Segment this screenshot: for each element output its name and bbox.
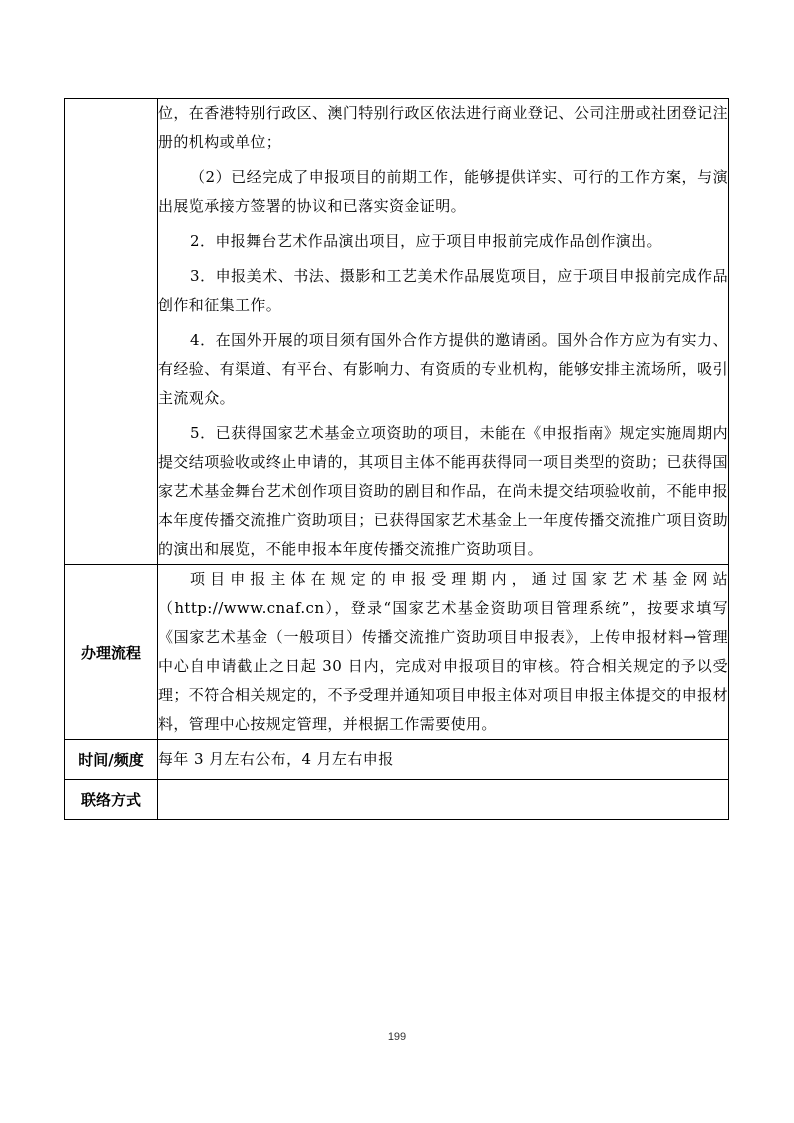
eligibility-paragraph: （2）已经完成了申报项目的前期工作，能够提供详实、可行的工作方案，与演出展览承接方签署的协议和已落实资金证明。 <box>158 168 728 215</box>
eligibility-label-cell <box>65 99 158 565</box>
eligibility-paragraph: 4．在国外开展的项目须有国外合作方提供的邀请函。国外合作方应为有实力、有经验、有渠道、有平台、有影响力、有资质的专业机构，能够安排主流场所，吸引主流观众。 <box>158 331 728 407</box>
process-row <box>65 565 729 740</box>
process-text: 项目申报主体在规定的申报受理期内，通过国家艺术基金网站（http://www.cnaf.cn），登录“国家艺术基金资助项目管理系统”，按要求填写《国家艺术基金（一般项目）传播交流推广资助项目申报表》，上传申报材料→管理中心自申请截止之日起 30 日内，完成对申报项目的审核。符合相关规定的予以受理；不符合相关规定的，不予受理并通知项目申报主体对项目申报主体提交的申报材料，管理中心按规定管理，并根据工作需要使用。 <box>158 570 728 733</box>
process-label: 办理流程 <box>65 565 158 740</box>
timing-row <box>65 740 729 780</box>
timing-text: 每年 3 月左右公布，4 月左右申报 <box>158 750 394 768</box>
timing-label: 时间/频度 <box>65 740 158 780</box>
process-content <box>158 565 729 740</box>
eligibility-paragraph: 2．申报舞台艺术作品演出项目，应于项目申报前完成作品创作演出。 <box>190 232 662 250</box>
eligibility-paragraph: 5．已获得国家艺术基金立项资助的项目，未能在《申报指南》规定实施周期内提交结项验收或终止申请的，其项目主体不能再获得同一项目类型的资助；已获得国家艺术基金舞台艺术创作项目资助的剧目和作品，在尚未提交结项验收前，不能申报本年度传播交流推广资助项目；已获得国家艺术基金上一年度传播交流推广项目资助的演出和展览，不能申报本年度传播交流推广资助项目。 <box>158 424 728 558</box>
eligibility-paragraph: 位，在香港特别行政区、澳门特别行政区依法进行商业登记、公司注册或社团登记注册的机构或单位； <box>158 104 728 151</box>
eligibility-row <box>65 99 729 565</box>
contact-label: 联络方式 <box>65 780 158 820</box>
timing-content <box>158 740 729 780</box>
eligibility-content <box>158 99 729 565</box>
contact-content <box>158 780 729 820</box>
contact-row <box>65 780 729 820</box>
page-number: 199 <box>387 1031 407 1043</box>
info-table <box>64 98 729 820</box>
eligibility-paragraph: 3．申报美术、书法、摄影和工艺美术作品展览项目，应于项目申报前完成作品创作和征集工作。 <box>158 267 728 314</box>
